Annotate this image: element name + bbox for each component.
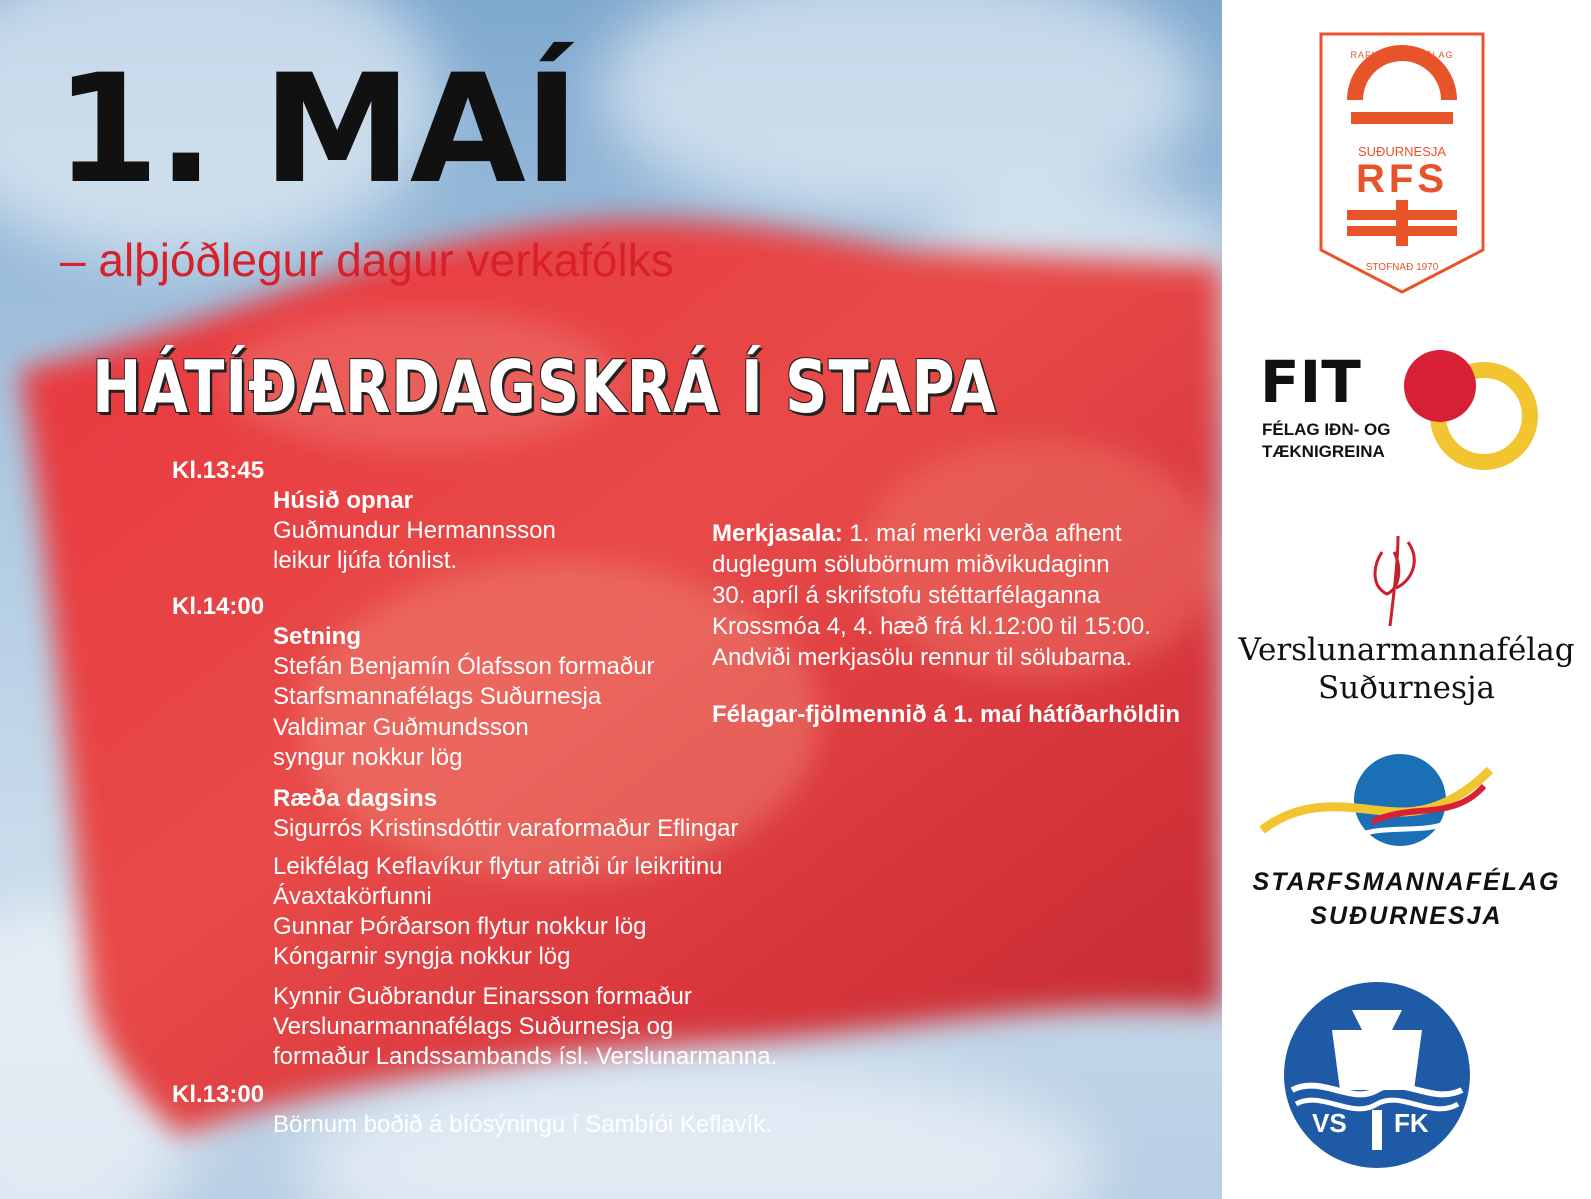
info-first-line [712,518,1180,549]
vsfk-right: FK [1394,1108,1429,1138]
text-line: Andviði merkjasölu rennur til sölubarna. [712,644,1133,671]
vsfk-ship-icon [1282,980,1472,1170]
program-title: HÁTÍÐARDAGSKRÁ Í STAPA [92,345,997,429]
vsfk-left: VS [1312,1108,1347,1138]
text-line: Sigurrós Kristinsdóttir varaformaður Eflingar [273,815,739,842]
text-line: Guðmundur Hermannsson [273,517,556,544]
fit-logo [1258,348,1548,473]
text-line: Kóngarnir syngja nokkur lög [273,943,571,970]
sfs-logo [1222,752,1591,942]
text-line: leikur ljúfa tónlist. [273,547,458,574]
page-title: 1. MAÍ [55,43,578,217]
text-line: Ávaxtakörfunni [273,883,432,910]
text-line: Krossmóa 4, 4. hæð frá kl.12:00 til 15:00. [712,613,1151,640]
text-line: syngur nokkur lög [273,744,463,771]
info-block [712,518,1180,730]
fit-line-1: FÉLAG IÐN- OG [1262,420,1391,439]
time-1345: Kl.13:45 [172,457,265,484]
time-1400: Kl.14:00 [172,593,265,620]
text-line: formaður Landssambands ísl. Verslunarmanna. [273,1043,778,1070]
vs-monogram-icon [1222,522,1591,632]
text-line: Börnum boðið á bíósýningu í Sambíói Keflavík. [273,1111,772,1138]
heading-raeda-dagsins: Ræða dagsins [273,785,438,812]
vsfk-logo [1282,980,1472,1170]
sfs-line-1: STARFSMANNAFÉLAG [1252,868,1561,896]
text-line: Kynnir Guðbrandur Einarsson formaður [273,983,692,1010]
text-line: Starfsmannafélags Suðurnesja [273,683,602,710]
text-line: Valdimar Guðmundsson [273,714,529,741]
info-label: Merkjasala: [712,520,843,547]
info-text: 1. maí merki verða afhent [842,520,1122,547]
text-line: Leikfélag Keflavíkur flytur atriði úr leikritinu [273,853,723,880]
rfs-founded: STOFNAÐ 1970 [1365,262,1439,273]
vs-line-2: Suðurnesja [1318,670,1495,706]
vs-line-1: Verslunarmannafélag [1238,632,1575,668]
call-to-action: Félagar-fjölmennið á 1. maí hátíðarhöldin [712,701,1181,728]
rfs-name: SUÐURNESJA [1357,144,1447,159]
rfs-arc-text: RAFIÐNAÐARFÉLAG [1350,50,1454,60]
fit-abbr: FIT [1260,348,1361,416]
sfs-wave-icon [1222,752,1591,862]
rfs-abbr: RFS [1356,157,1448,201]
text-line: duglegum sölubörnum miðvikudaginn [712,551,1110,578]
vs-logo [1222,522,1591,712]
fit-line-2: TÆKNIGREINA [1262,442,1385,461]
sfs-line-2: SUÐURNESJA [1310,902,1503,930]
text-line: Gunnar Þórðarson flytur nokkur lög [273,913,647,940]
heading-husid-opnar: Húsið opnar [273,487,414,514]
text-line: Verslunarmannafélags Suðurnesja og [273,1013,674,1040]
page-subtitle: – alþjóðlegur dagur verkafólks [60,234,674,286]
text-line: Stefán Benjamín Ólafsson formaður [273,653,655,680]
text-line: 30. apríl á skrifstofu stéttarfélaganna [712,582,1101,609]
logo-sidebar [1222,0,1591,1199]
heading-setning: Setning [273,623,361,650]
rfs-logo [1317,30,1487,300]
time-1300: Kl.13:00 [172,1081,265,1108]
